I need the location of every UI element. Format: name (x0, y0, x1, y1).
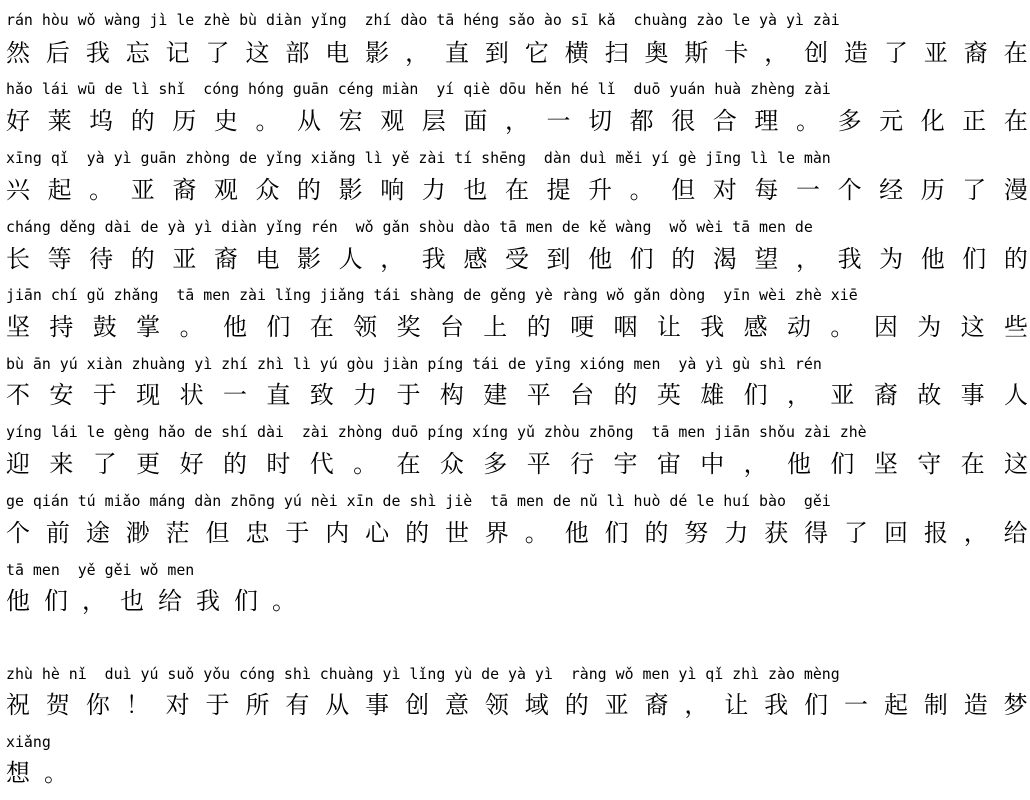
hanzi-char: 部 (285, 39, 310, 67)
hanzi-char: 不 (6, 381, 30, 409)
hanzi-char: ， (743, 450, 768, 478)
hanzi-char: 来 (49, 450, 74, 478)
hanzi-char: 裔 (213, 245, 238, 273)
hanzi-char: 掌 (136, 313, 161, 341)
hanzi-char: 。 (255, 107, 280, 135)
hanzi-char: ！ (125, 691, 150, 719)
hanzi-char: 这 (960, 313, 985, 341)
hanzi-char: 宙 (656, 450, 681, 478)
hanzi-char: 鼓 (92, 313, 117, 341)
hanzi-char: 直 (444, 39, 469, 67)
hanzi-char: 。 (524, 519, 549, 547)
hanzi-char: 上 (483, 313, 508, 341)
hanzi-char: 历 (172, 107, 197, 135)
hanzi-char: 英 (656, 381, 681, 409)
pinyin-line-3: xīng qǐ yà yì guān zhòng de yǐng xiǎng lì yě zài tí shēng dàn duì měi yí gè jīng lì le màn (6, 149, 831, 167)
hanzi-char: 但 (671, 176, 696, 204)
hanzi-char: 创 (804, 39, 829, 67)
hanzi-char: 漫 (1003, 176, 1028, 204)
hanzi-char: 个 (837, 176, 862, 204)
hanzi-char: 也 (120, 587, 144, 615)
hanzi-char: 很 (671, 107, 696, 135)
hanzi-char: 哽 (570, 313, 595, 341)
hanzi-char: 裔 (963, 39, 988, 67)
hanzi-line-10 (6, 688, 1028, 722)
hanzi-char: 为 (917, 313, 942, 341)
hanzi-char: 的 (564, 691, 589, 719)
hanzi-char: 祝 (6, 691, 30, 719)
hanzi-char: 我 (85, 39, 110, 67)
hanzi-line-5 (6, 310, 1028, 344)
hanzi-char: 们 (962, 245, 987, 273)
hanzi-char: ， (380, 245, 405, 273)
hanzi-char: 卡 (724, 39, 749, 67)
hanzi-char: 让 (656, 313, 681, 341)
hanzi-char: 建 (483, 381, 508, 409)
pinyin-line-6: bù ān yú xiàn zhuàng yì zhí zhì lì yú gòu jiàn píng tái de yīng xióng men yà yì gù shì rén (6, 355, 822, 373)
hanzi-char: 然 (6, 39, 30, 67)
hanzi-char: 领 (484, 691, 509, 719)
hanzi-char: 经 (879, 176, 904, 204)
hanzi-char: 众 (439, 450, 464, 478)
pinyin-line-7: yíng lái le gèng hǎo de shí dài zài zhòng duō píng xíng yǔ zhòu zhōng tā men jiān shǒu zài zhè (6, 423, 867, 441)
hanzi-char: 致 (309, 381, 334, 409)
hanzi-char: 努 (684, 519, 709, 547)
hanzi-line-4 (6, 242, 1028, 276)
hanzi-char: 时 (266, 450, 291, 478)
hanzi-char: 的 (526, 313, 551, 341)
hanzi-char: 事 (365, 691, 390, 719)
hanzi-char: 行 (570, 450, 595, 478)
hanzi-char: 亚 (604, 691, 629, 719)
hanzi-char: 每 (754, 176, 779, 204)
hanzi-char: 的 (644, 519, 669, 547)
hanzi-char: ， (764, 39, 789, 67)
hanzi-char: 台 (439, 313, 464, 341)
hanzi-char: 它 (524, 39, 549, 67)
hanzi-char: 横 (564, 39, 589, 67)
hanzi-char: 正 (962, 107, 987, 135)
hanzi-char: 力 (421, 176, 446, 204)
hanzi-char: 报 (923, 519, 948, 547)
hanzi-char: ， (684, 691, 709, 719)
hanzi-char: 但 (205, 519, 230, 547)
hanzi-char: 的 (222, 450, 247, 478)
hanzi-char: 我 (764, 691, 789, 719)
hanzi-char: ， (787, 381, 812, 409)
hanzi-char: 切 (588, 107, 613, 135)
hanzi-char: 奖 (396, 313, 421, 341)
hanzi-char: 领 (353, 313, 378, 341)
hanzi-line-6 (6, 378, 1028, 412)
hanzi-char: 心 (365, 519, 390, 547)
hanzi-char: 的 (297, 176, 322, 204)
pinyin-line-9: tā men yě gěi wǒ men (6, 561, 195, 579)
hanzi-char: ， (795, 245, 820, 273)
hanzi-char: 途 (85, 519, 110, 547)
pinyin-line-8: ge qián tú miǎo máng dàn zhōng yú nèi xīn de shì jiè tā men de nǔ lì huò dé le huí bào gěi (6, 492, 831, 510)
hanzi-char: 记 (165, 39, 190, 67)
hanzi-char: 后 (45, 39, 70, 67)
hanzi-char: 你 (85, 691, 110, 719)
hanzi-char: 造 (963, 691, 988, 719)
hanzi-char: 的 (405, 519, 430, 547)
hanzi-char: 多 (483, 450, 508, 478)
hanzi-char: 。 (89, 176, 114, 204)
hanzi-char: 在 (1003, 39, 1028, 67)
hanzi-char: 给 (1003, 519, 1028, 547)
hanzi-char: 感 (463, 245, 488, 273)
hanzi-char: 造 (844, 39, 869, 67)
hanzi-char: 想 (6, 759, 30, 787)
hanzi-line-7 (6, 447, 1028, 481)
hanzi-char: 他 (920, 245, 945, 273)
hanzi-char: 个 (6, 519, 30, 547)
hanzi-char: 所 (245, 691, 270, 719)
hanzi-char: 。 (629, 176, 654, 204)
hanzi-char: 们 (804, 691, 829, 719)
hanzi-char: 宏 (338, 107, 363, 135)
hanzi-char: 宇 (613, 450, 638, 478)
hanzi-char: 中 (700, 450, 725, 478)
hanzi-char: 力 (724, 519, 749, 547)
hanzi-char: 。 (795, 107, 820, 135)
hanzi-char: 一 (844, 691, 869, 719)
hanzi-line-1 (6, 36, 1028, 70)
hanzi-char: 们 (234, 587, 258, 615)
hanzi-char: 斯 (684, 39, 709, 67)
hanzi-char: 裔 (172, 176, 197, 204)
hanzi-line-11 (6, 756, 1028, 790)
hanzi-char: 我 (700, 313, 725, 341)
hanzi-line-9 (6, 584, 1028, 618)
hanzi-char: 待 (89, 245, 114, 273)
hanzi-char: 观 (213, 176, 238, 204)
hanzi-char: 。 (272, 587, 296, 615)
hanzi-char: 代 (309, 450, 334, 478)
hanzi-char: 坚 (873, 450, 898, 478)
hanzi-char: 安 (49, 381, 74, 409)
pinyin-line-10: zhù hè nǐ duì yú suǒ yǒu cóng shì chuàng yì lǐng yù de yà yì ràng wǒ men yì qǐ zhì zào mèng (6, 665, 840, 683)
hanzi-char: 得 (804, 519, 829, 547)
hanzi-char: 他 (787, 450, 812, 478)
hanzi-char: 们 (266, 313, 291, 341)
hanzi-char: 他 (6, 587, 30, 615)
hanzi-char: 力 (353, 381, 378, 409)
hanzi-char: 让 (724, 691, 749, 719)
hanzi-char: 回 (883, 519, 908, 547)
hanzi-char: 于 (92, 381, 117, 409)
hanzi-char: 渴 (712, 245, 737, 273)
hanzi-char: 咽 (613, 313, 638, 341)
hanzi-char: 于 (396, 381, 421, 409)
hanzi-char: 的 (613, 381, 638, 409)
hanzi-char: 人 (338, 245, 363, 273)
hanzi-char: 。 (44, 759, 68, 787)
hanzi-char: 直 (266, 381, 291, 409)
hanzi-char: 从 (297, 107, 322, 135)
hanzi-char: 们 (830, 450, 855, 478)
hanzi-char: 我 (196, 587, 220, 615)
hanzi-char: 奥 (644, 39, 669, 67)
hanzi-char: 。 (830, 313, 855, 341)
hanzi-char: 他 (564, 519, 589, 547)
hanzi-char: 对 (712, 176, 737, 204)
hanzi-char: 迎 (6, 450, 30, 478)
hanzi-char: 茫 (165, 519, 190, 547)
hanzi-char: 于 (285, 519, 310, 547)
hanzi-char: 化 (920, 107, 945, 135)
hanzi-char: 我 (837, 245, 862, 273)
hanzi-char: 了 (962, 176, 987, 204)
hanzi-char: 莱 (47, 107, 72, 135)
hanzi-char: 我 (421, 245, 446, 273)
hanzi-char: 亚 (130, 176, 155, 204)
hanzi-line-3 (6, 173, 1028, 207)
hanzi-char: 层 (421, 107, 446, 135)
hanzi-char: 到 (546, 245, 571, 273)
hanzi-char: 梦 (1003, 691, 1028, 719)
pinyin-line-5: jiān chí gǔ zhǎng tā men zài lǐng jiǎng tái shàng de gěng yè ràng wǒ gǎn dòng yīn wèi zhè xiē (6, 286, 858, 304)
hanzi-char: 平 (526, 450, 551, 478)
hanzi-line-8 (6, 516, 1028, 550)
hanzi-char: 故 (917, 381, 942, 409)
hanzi-char: 在 (960, 450, 985, 478)
hanzi-char: 长 (6, 245, 30, 273)
hanzi-char: 好 (179, 450, 204, 478)
hanzi-char: 到 (484, 39, 509, 67)
hanzi-char: 。 (353, 450, 378, 478)
hanzi-char: 一 (222, 381, 247, 409)
hanzi-char: 观 (380, 107, 405, 135)
hanzi-char: 事 (960, 381, 985, 409)
hanzi-char: 获 (764, 519, 789, 547)
hanzi-char: 世 (444, 519, 469, 547)
hanzi-char: 前 (45, 519, 70, 547)
hanzi-char: 了 (92, 450, 117, 478)
hanzi-char: 状 (179, 381, 204, 409)
hanzi-char: 了 (205, 39, 230, 67)
hanzi-char: 给 (158, 587, 182, 615)
hanzi-char: 的 (130, 107, 155, 135)
hanzi-char: 亚 (172, 245, 197, 273)
hanzi-char: 们 (743, 381, 768, 409)
hanzi-char: 意 (444, 691, 469, 719)
hanzi-char: 起 (47, 176, 72, 204)
hanzi-char: ， (963, 519, 988, 547)
hanzi-char: 的 (130, 245, 155, 273)
hanzi-char: 。 (179, 313, 204, 341)
hanzi-line-2 (6, 104, 1028, 138)
hanzi-char: 历 (920, 176, 945, 204)
hanzi-char: 在 (396, 450, 421, 478)
hanzi-char: 一 (795, 176, 820, 204)
hanzi-char: 们 (604, 519, 629, 547)
hanzi-char: 了 (883, 39, 908, 67)
hanzi-char: 雄 (700, 381, 725, 409)
hanzi-char: 电 (255, 245, 280, 273)
hanzi-char: 裔 (644, 691, 669, 719)
hanzi-char: 亚 (830, 381, 855, 409)
hanzi-char: 平 (526, 381, 551, 409)
hanzi-char: 有 (285, 691, 310, 719)
hanzi-char: 于 (205, 691, 230, 719)
hanzi-char: 合 (712, 107, 737, 135)
hanzi-char: 构 (439, 381, 464, 409)
hanzi-char: 们 (44, 587, 68, 615)
pinyin-line-2: hǎo lái wū de lì shǐ cóng hóng guān céng miàn yí qiè dōu hěn hé lǐ duō yuán huà zhèng zài (6, 80, 831, 98)
hanzi-char: 受 (504, 245, 529, 273)
hanzi-char: 这 (1003, 450, 1028, 478)
hanzi-char: 忘 (125, 39, 150, 67)
hanzi-char: 他 (222, 313, 247, 341)
hanzi-char: 守 (917, 450, 942, 478)
pinyin-line-1: rán hòu wǒ wàng jì le zhè bù diàn yǐng zhí dào tā héng sǎo ào sī kǎ chuàng zào le yà yì zài (6, 11, 840, 29)
hanzi-char: 了 (844, 519, 869, 547)
hanzi-char: 也 (463, 176, 488, 204)
hanzi-char: 坚 (6, 313, 30, 341)
hanzi-char: 们 (629, 245, 654, 273)
hanzi-char: 现 (136, 381, 161, 409)
hanzi-char: ， (405, 39, 430, 67)
hanzi-char: 电 (325, 39, 350, 67)
hanzi-char: 元 (879, 107, 904, 135)
hanzi-char: 这 (245, 39, 270, 67)
hanzi-char: 望 (754, 245, 779, 273)
hanzi-char: 贺 (45, 691, 70, 719)
hanzi-char: 为 (879, 245, 904, 273)
hanzi-char: 创 (405, 691, 430, 719)
hanzi-char: 渺 (125, 519, 150, 547)
hanzi-char: 从 (325, 691, 350, 719)
hanzi-char: 一 (546, 107, 571, 135)
hanzi-char: 人 (1003, 381, 1028, 409)
hanzi-char: 兴 (6, 176, 30, 204)
hanzi-char: ， (504, 107, 529, 135)
hanzi-char: 界 (484, 519, 509, 547)
hanzi-char: 都 (629, 107, 654, 135)
hanzi-char: 更 (136, 450, 161, 478)
hanzi-char: 影 (297, 245, 322, 273)
hanzi-char: 众 (255, 176, 280, 204)
hanzi-char: 多 (837, 107, 862, 135)
hanzi-char: 扫 (604, 39, 629, 67)
hanzi-char: 忠 (245, 519, 270, 547)
pinyin-line-11: xiǎng (6, 733, 51, 751)
hanzi-char: 在 (504, 176, 529, 204)
hanzi-char: 面 (463, 107, 488, 135)
hanzi-char: 响 (380, 176, 405, 204)
hanzi-char: 感 (743, 313, 768, 341)
hanzi-char: 台 (570, 381, 595, 409)
hanzi-char: 理 (754, 107, 779, 135)
hanzi-char: 起 (883, 691, 908, 719)
hanzi-char: 些 (1003, 313, 1028, 341)
hanzi-char: 的 (1003, 245, 1028, 273)
hanzi-char: 对 (165, 691, 190, 719)
hanzi-char: 域 (524, 691, 549, 719)
hanzi-char: 动 (787, 313, 812, 341)
hanzi-char: 内 (325, 519, 350, 547)
hanzi-char: 持 (49, 313, 74, 341)
hanzi-char: 裔 (873, 381, 898, 409)
hanzi-char: ， (82, 587, 106, 615)
hanzi-char: 提 (546, 176, 571, 204)
hanzi-char: 好 (6, 107, 30, 135)
hanzi-char: 影 (338, 176, 363, 204)
hanzi-char: 史 (213, 107, 238, 135)
hanzi-char: 等 (47, 245, 72, 273)
hanzi-char: 的 (671, 245, 696, 273)
hanzi-char: 在 (309, 313, 334, 341)
hanzi-char: 因 (873, 313, 898, 341)
hanzi-char: 制 (923, 691, 948, 719)
pinyin-line-4: cháng děng dài de yà yì diàn yǐng rén wǒ gǎn shòu dào tā men de kě wàng wǒ wèi tā men de (6, 218, 813, 236)
hanzi-char: 在 (1003, 107, 1028, 135)
hanzi-char: 他 (588, 245, 613, 273)
hanzi-char: 坞 (89, 107, 114, 135)
hanzi-char: 亚 (923, 39, 948, 67)
hanzi-char: 升 (588, 176, 613, 204)
hanzi-char: 影 (365, 39, 390, 67)
